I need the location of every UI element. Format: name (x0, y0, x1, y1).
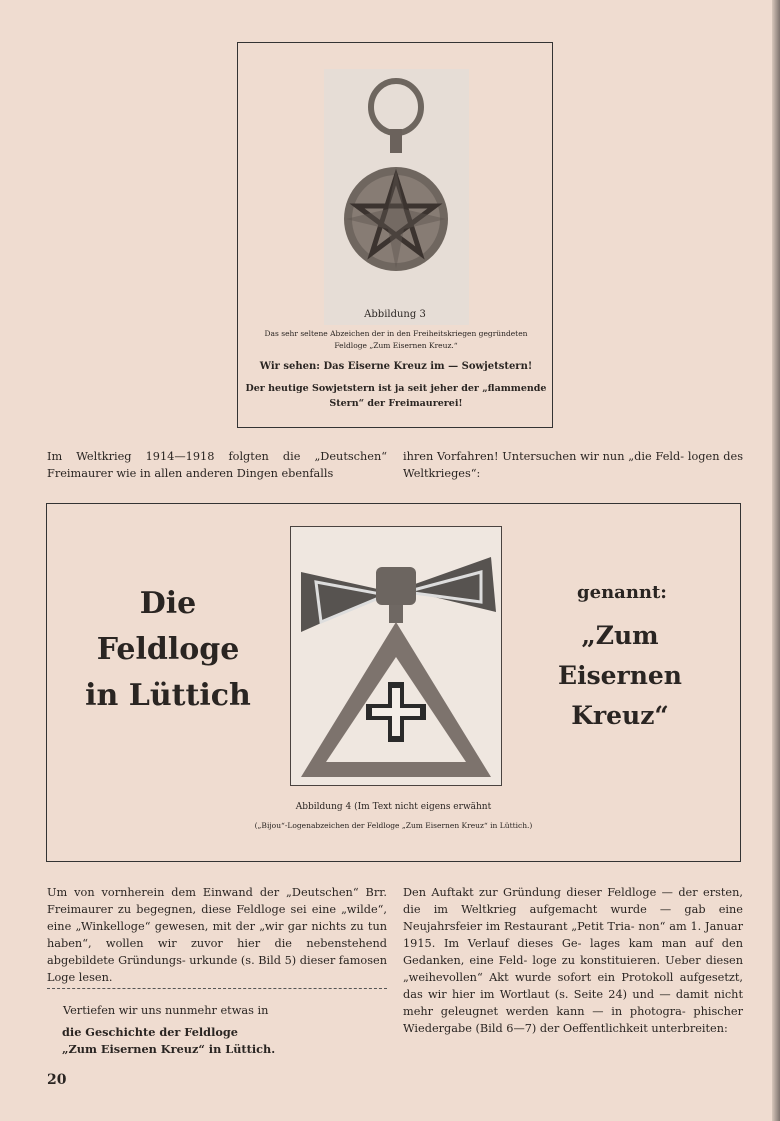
figure-4-photo (290, 526, 502, 786)
section-title-line-2: „Zum Eisernen Kreuz“ in Lüttich. (62, 1042, 276, 1056)
heading-line: Die (139, 586, 197, 621)
figure-4-right-small: genannt: (577, 582, 667, 603)
figure-3-box (237, 42, 553, 428)
intro-left-column: Im Weltkrieg 1914—1918 folgten die „Deutschen“ Freimaurer wie in allen anderen Dingen ebenfalls (47, 450, 387, 480)
heading-line: in Lüttich (85, 678, 251, 713)
intro-right-column: ihren Vorfahren! Untersuchen wir nun „die Feld- logen des Weltkrieges“: (403, 450, 743, 480)
heading-line: Eisernen Kreuz“ (558, 661, 682, 730)
column-divider (47, 988, 387, 989)
figure-4-right-heading (505, 616, 735, 736)
figure-3-note: Der heutige Sowjetstern ist ja seit jeher der „flammende Stern“ der Freimaurerei! (245, 383, 547, 409)
heading-line: Feldloge (96, 632, 240, 667)
figure-4-title: Abbildung 4 (Im Text nicht eigens erwähnt (295, 802, 492, 812)
figure-4-box (46, 503, 741, 862)
scan-edge (772, 0, 780, 1121)
figure-3-description: Das sehr seltene Abzeichen der in den Freiheitskriegen gegründeten Feldloge „Zum Eisernen Kreuz.“ (264, 329, 528, 350)
page-number: 20 (47, 1072, 67, 1088)
figure-4-description: („Bijou“-Logenabzeichen der Feldloge „Zum Eisernen Kreuz“ in Lüttich.) (254, 821, 533, 830)
figure-4-left-heading (63, 581, 273, 719)
figure-3-title: Abbildung 3 (364, 309, 426, 320)
figure-3-photo (324, 69, 469, 325)
section-intro: Vertiefen wir uns nunmehr etwas in (63, 1004, 269, 1017)
section-title-line-1: die Geschichte der Feldloge (62, 1025, 238, 1039)
heading-line: „Zum (581, 621, 659, 650)
body-left-column: Um von vornherein dem Einwand der „Deutschen“ Brr. Freimaurer zu begegnen, diese Feldloge sei eine „wilde“, eine „Winkelloge“ gewesen, mit der „wir gar nichts zu tun haben“, wollen wir zuvor hier die nebenstehend abgebildete Gründungs- urkunde (s. Bild 5) dieser famosen Loge lesen. (47, 886, 387, 984)
body-right-column: Den Auftakt zur Gründung dieser Feldloge — der ersten, die im Weltkrieg aufgemacht wurde — gab eine Neujahrsfeier im Restaurant „Petit Tria- non“ am 1. Januar 1915. Im Verlauf dieses Ge- lages kam man auf den Gedanken, eine Feld- loge zu konstituieren. Ueber diesen „weihevollen“ Akt wurde sofort ein Protokoll aufgesetzt, das wir hier im Wortlaut (s. Seite 24) und — damit nicht mehr geleugnet werden kann — in photogra- phischer Wiedergabe (Bild 6—7) der Oeffentlichkeit unterbreiten: (403, 886, 743, 1035)
figure-3-bold-line: Wir sehen: Das Eiserne Kreuz im — Sowjetstern! (259, 361, 533, 372)
